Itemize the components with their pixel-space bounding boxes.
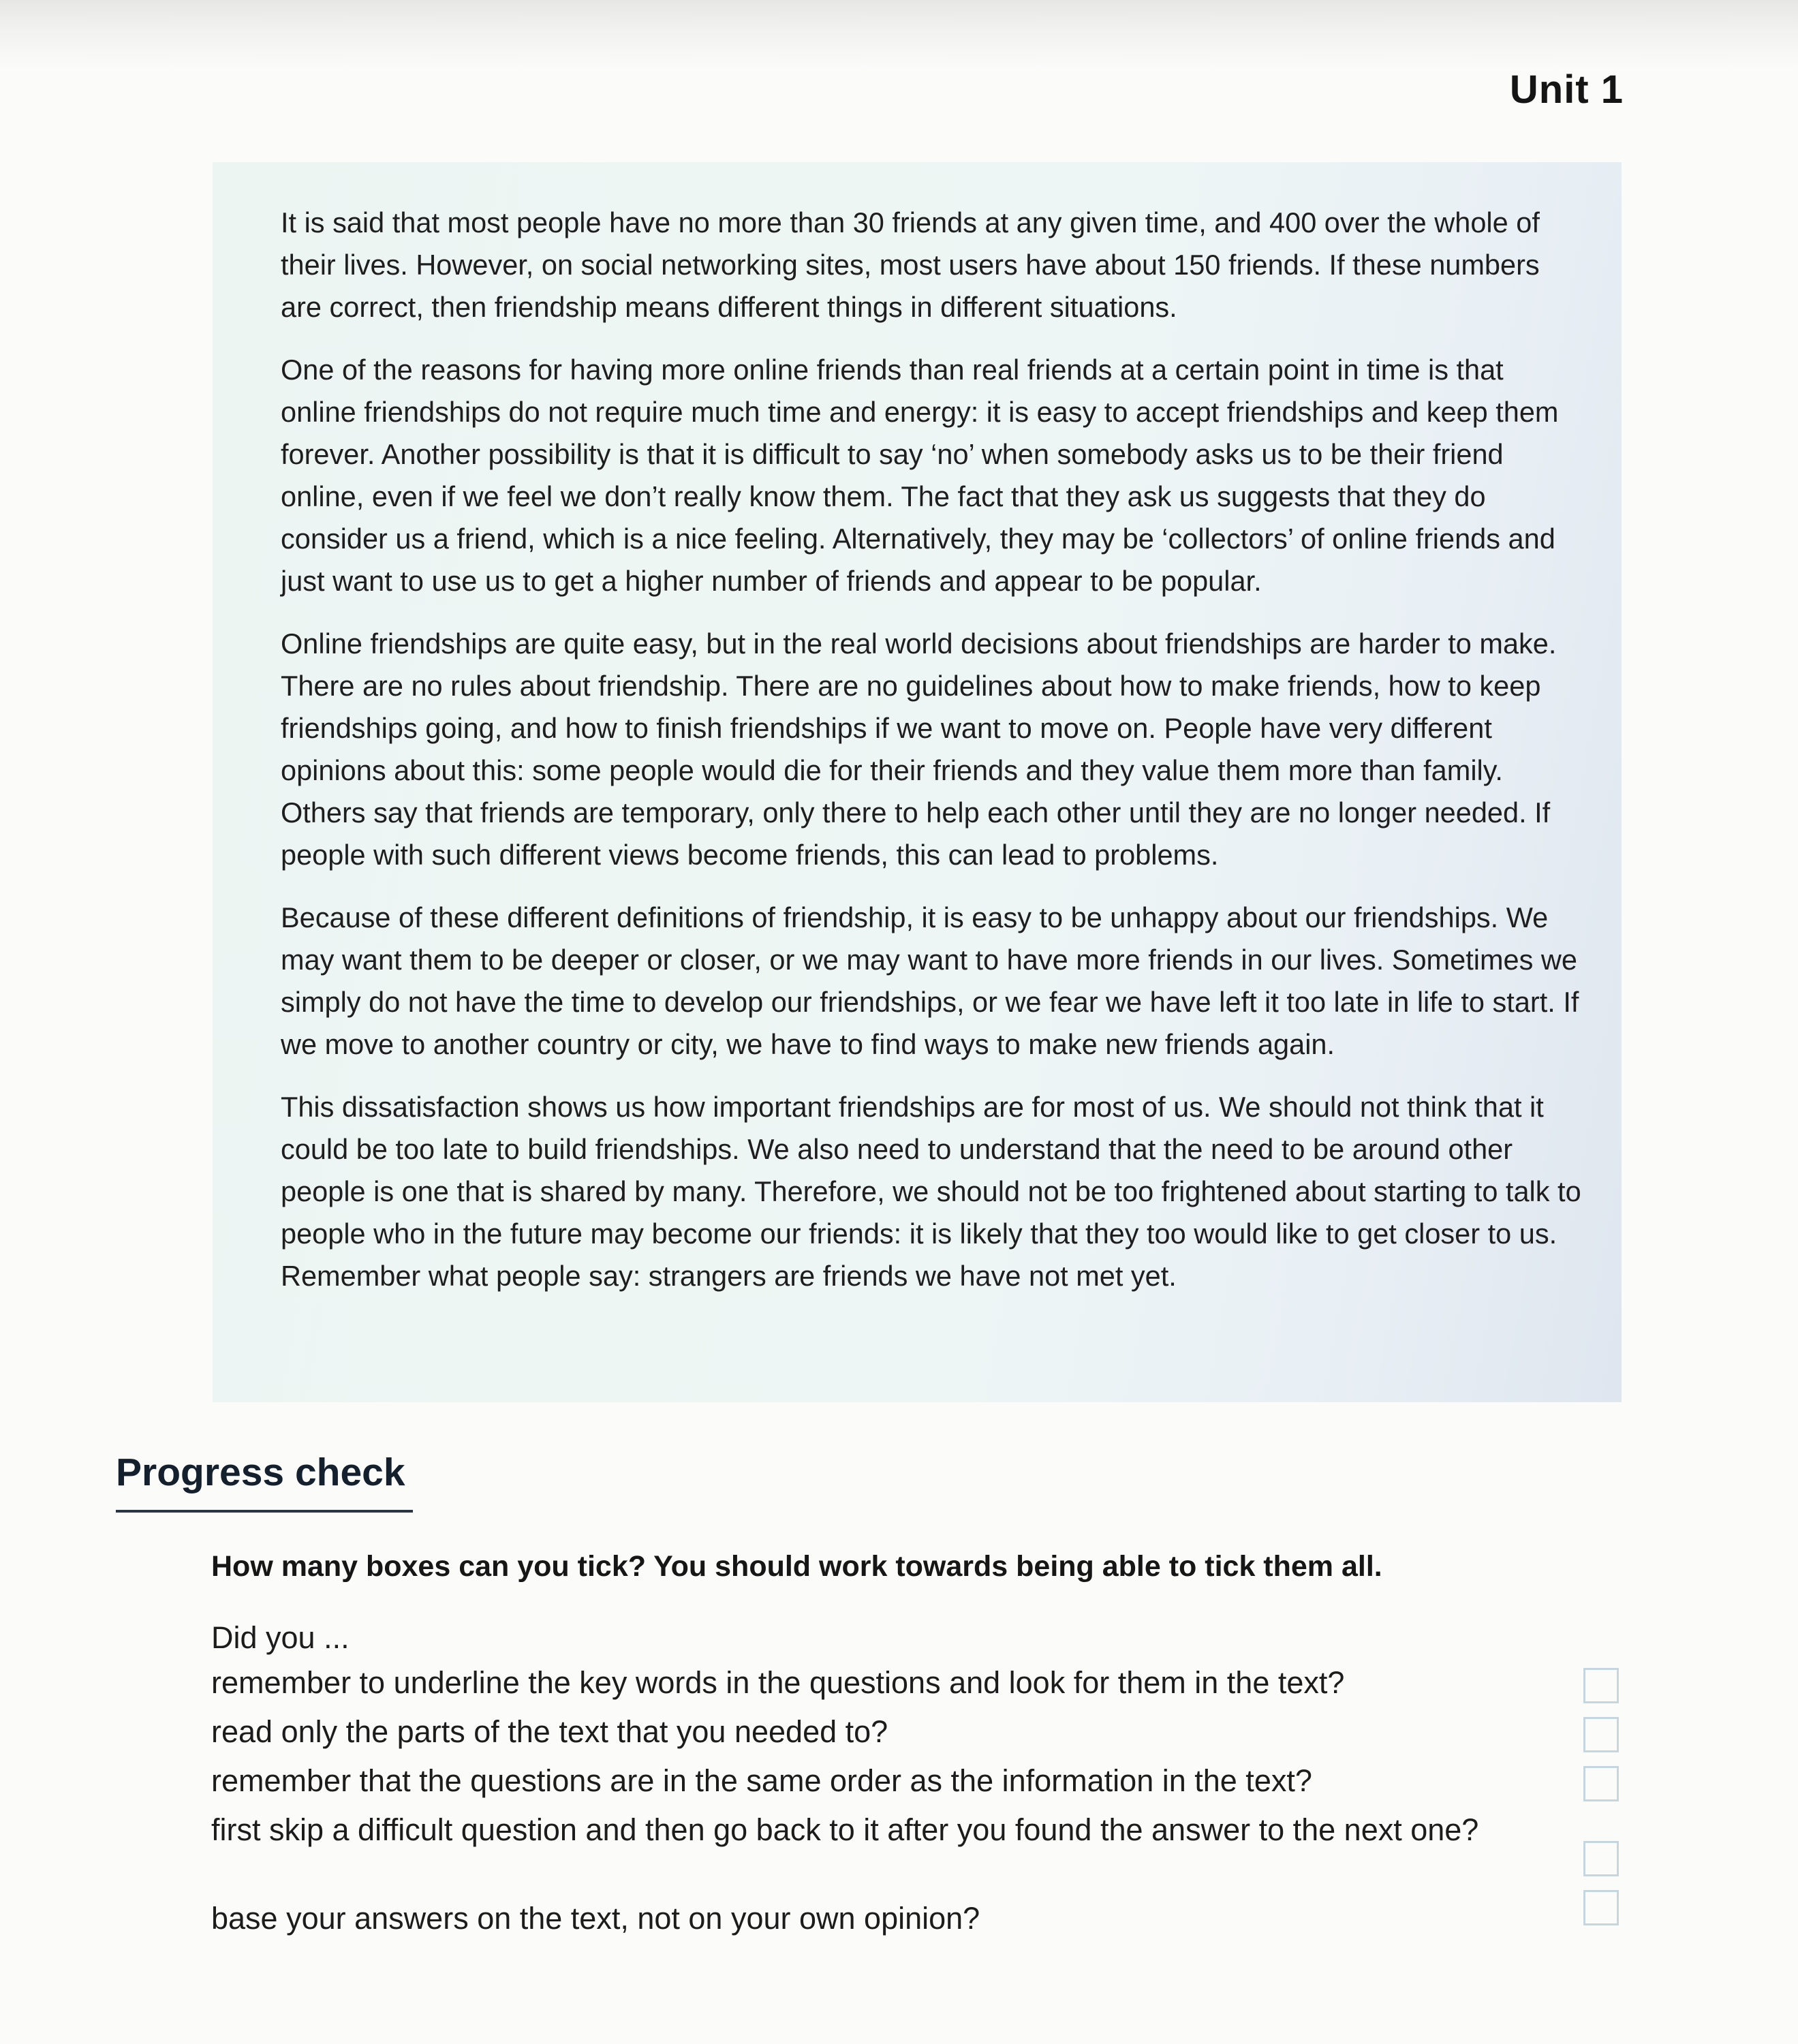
checkbox-2[interactable] xyxy=(1583,1717,1619,1752)
checklist-item-text: remember that the questions are in the same order as the information in the text? xyxy=(211,1763,1312,1798)
checkbox-1[interactable] xyxy=(1583,1668,1619,1703)
reading-paragraph-3: Online friendships are quite easy, but in the real world decisions about friendships are harder to make. There are no rules about friendship. There are no guidelines about how to make friends, how to keep friendships going, and how to finish friendships if we want to move on. People have very different opinions about this: some people would die for their friends and they value them more than family. Others say that friends are temporary, only there to help each other until they are no longer needed. If people with such different views become friends, this can lead to problems. xyxy=(281,628,1557,871)
title-underline xyxy=(116,1510,413,1513)
progress-check-instruction: How many boxes can you tick? You should work towards being able to tick them all. xyxy=(211,1550,1382,1583)
checkbox-5[interactable] xyxy=(1583,1890,1619,1925)
page-top-shadow xyxy=(0,0,1798,68)
reading-passage xyxy=(213,162,1622,1402)
checklist-item-3 xyxy=(211,1762,1492,1800)
checklist-item-5 xyxy=(211,1900,1492,1938)
checklist-item-4 xyxy=(211,1811,1492,1849)
checklist-item-2 xyxy=(211,1713,1492,1751)
checklist-item-1 xyxy=(211,1664,1492,1702)
checklist-item-text: remember to underline the key words in the questions and look for them in the text? xyxy=(211,1665,1345,1700)
reading-paragraph-2: One of the reasons for having more online friends than real friends at a certain point in time is that online friendships do not require much time and energy: it is easy to accept friendships and keep them forever. Another possibility is that it is difficult to say ‘no’ when somebody asks us to be their friend online, even if we feel we don’t really know them. The fact that they ask us suggests that they do consider us a friend, which is a nice feeling. Alternatively, they may be ‘collectors’ of online friends and just want to use us to get a higher number of friends and appear to be popular. xyxy=(281,354,1559,597)
checkbox-4[interactable] xyxy=(1583,1841,1619,1876)
unit-label: Unit 1 xyxy=(1509,67,1624,112)
checkbox-3[interactable] xyxy=(1583,1766,1619,1801)
checklist-item-text: first skip a difficult question and then go back to it after you found the answer to the next one? xyxy=(211,1812,1479,1847)
reading-paragraph-1: It is said that most people have no more than 30 friends at any given time, and 400 over the whole of their lives. However, on social networking sites, most users have about 150 friends. If these numbers are correct, then friendship means different things in different situations. xyxy=(281,206,1540,323)
reading-paragraph-5: This dissatisfaction shows us how important friendships are for most of us. We should not think that it could be too late to build friendships. We also need to understand that the need to be around other people is one that is shared by many. Therefore, we should not be too frightened about starting to talk to people who in the future may become our friends: it is likely that they too would like to get closer to us. Remember what people say: strangers are friends we have not met yet. xyxy=(281,1091,1581,1292)
checklist-item-text: base your answers on the text, not on your own opinion? xyxy=(211,1901,980,1936)
checklist-item-text: read only the parts of the text that you needed to? xyxy=(211,1714,888,1749)
progress-check-title: Progress check xyxy=(116,1451,405,1494)
reading-paragraph-4: Because of these different definitions of friendship, it is easy to be unhappy about our friendships. We may want them to be deeper or closer, or we may want to have more friends in our lives. Sometimes we simply do not have the time to develop our friendships, or we fear we have left it too late in life to start. If we move to another country or city, we have to find ways to make new friends again. xyxy=(281,901,1579,1060)
progress-check-prompt: Did you ... xyxy=(211,1620,350,1655)
